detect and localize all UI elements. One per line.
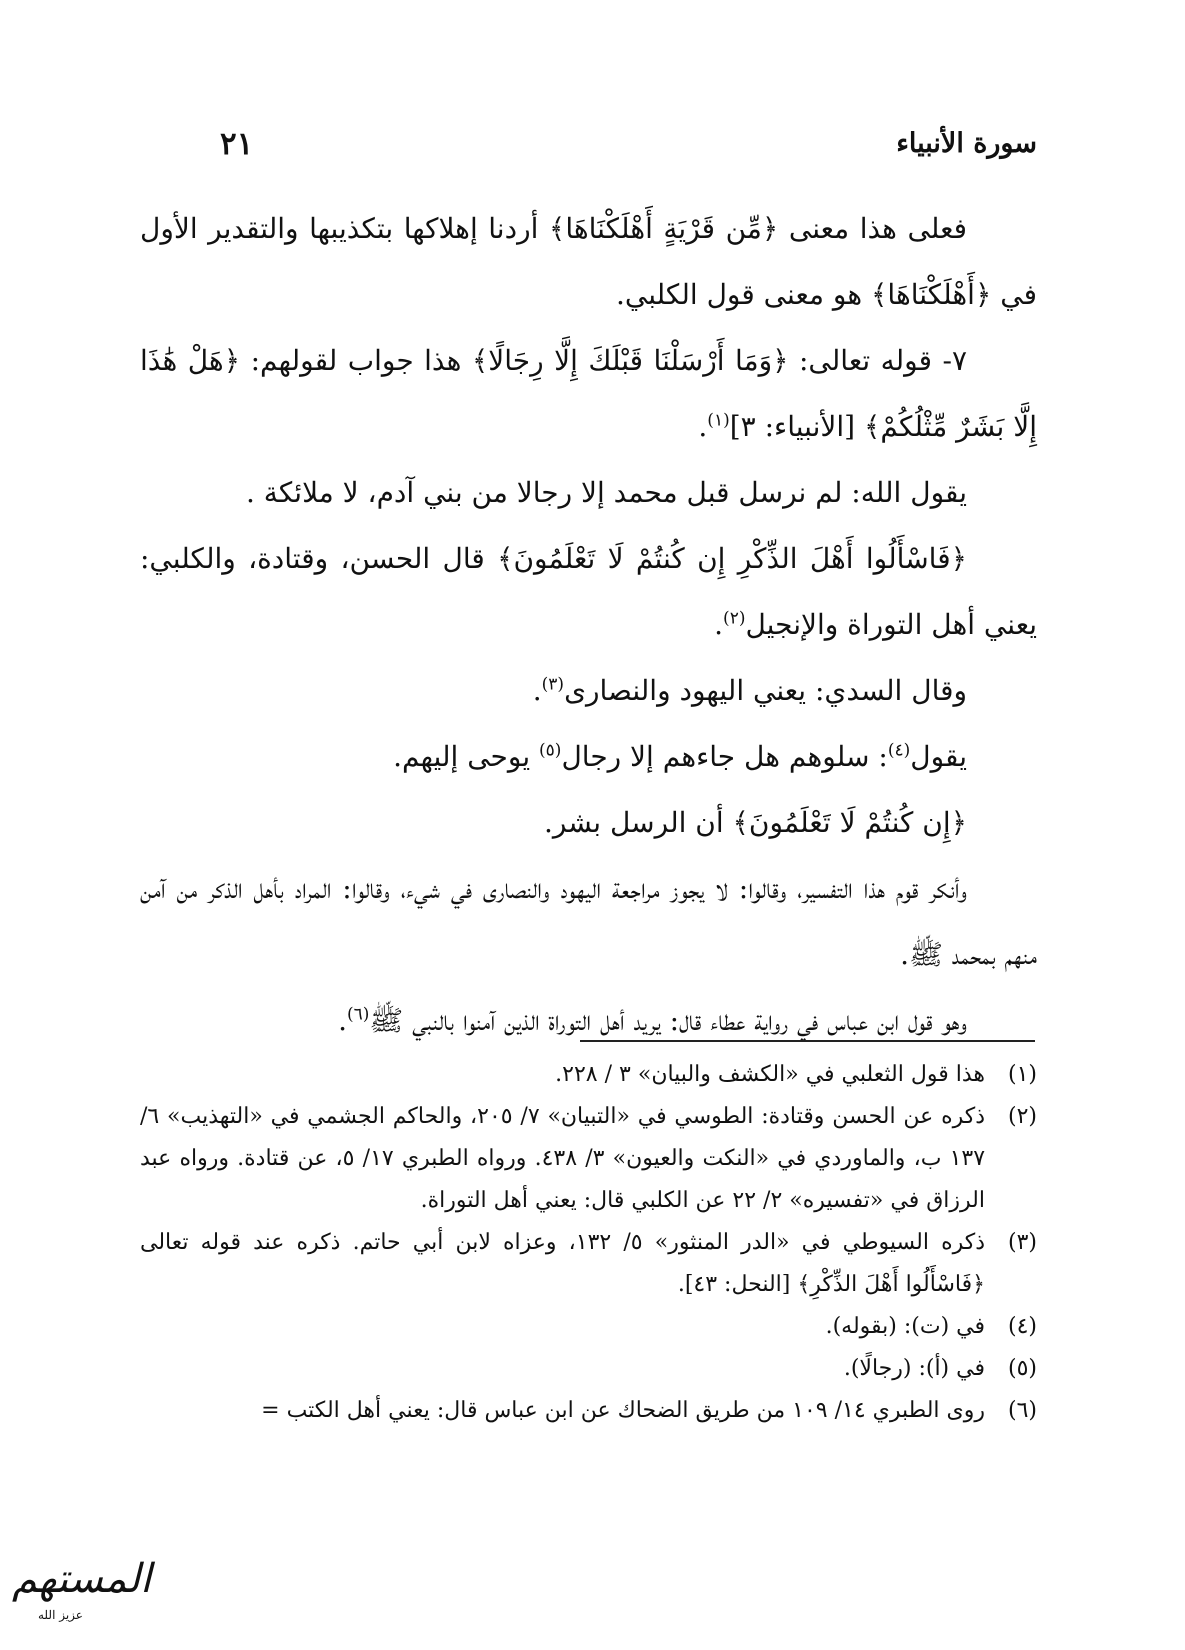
- footnote-text: ذكره السيوطي في «الدر المنثور» ٥/ ١٣٢، وعزاه لابن أبي حاتم. ذكره عند قوله تعالى ﴿فَاسْأَلُوا أَهْلَ الذِّكْرِ﴾ [النحل: ٤٣].: [140, 1230, 986, 1297]
- publisher-logo: [12, 1550, 152, 1628]
- footnote-ref-6: (٦): [346, 1004, 370, 1025]
- paragraph-3: يقول الله: لم نرسل قبل محمد إلا رجالا من بني آدم، لا ملائكة .: [246, 476, 967, 509]
- paragraph-9-text: وهو قول ابن عباس في رواية عطاء قال: يريد أهل التوراة الذين آمنوا بالنبي ﷺ: [369, 1004, 967, 1037]
- paragraph-4: ﴿فَاسْأَلُوا أَهْلَ الذِّكْرِ إِن كُنتُمْ لَا تَعْلَمُونَ﴾ قال الحسن، وقتادة، والكلبي: يعني أهل التوراة والإنجيل$^{(٢)}$.: [140, 542, 1037, 641]
- footnote-number: (٢): [1007, 1104, 1037, 1129]
- footnote-6: [140, 1390, 1037, 1432]
- footnote-3: [140, 1222, 1037, 1306]
- page-header: [140, 128, 1037, 178]
- logo-subtext: عزيز الله: [38, 1608, 83, 1622]
- surah-title: سورة الأنبياء: [896, 128, 1037, 159]
- paragraph-5: وقال السدي: يعني اليهود والنصارى$^{(٣)}$.: [532, 674, 967, 707]
- paragraph-6-c: يوحى إليهم.: [393, 740, 540, 773]
- paragraph-6-b: : سلوهم هل جاءهم إلا رجال: [561, 740, 888, 773]
- paragraph-8: وأنكر قوم هذا التفسير، وقالوا: لا يجوز مراجعة اليهود والنصارى في شيء، وقالوا: المراد بأهل الذكر من آمن منهم بمحمد ﷺ.: [140, 872, 1037, 971]
- footnote-ref-4: (٤): [887, 740, 911, 761]
- footnote-text: في (ت): (بقوله).: [825, 1314, 985, 1339]
- footnote-2: [140, 1096, 1037, 1222]
- logo-text: المستهم: [12, 1556, 152, 1602]
- footnote-number: (٣): [1007, 1230, 1037, 1255]
- footnote-number: (٥): [1007, 1356, 1037, 1381]
- paragraph-7: ﴿إِن كُنتُمْ لَا تَعْلَمُونَ﴾ أن الرسل بشر.: [543, 806, 967, 839]
- footnote-number: (٦): [1007, 1398, 1037, 1423]
- footnote-ref-1: (١): [707, 410, 730, 431]
- footnote-number: (١): [1007, 1062, 1037, 1087]
- paragraph-1: فعلى هذا معنى ﴿مِّن قَرْيَةٍ أَهْلَكْنَاهَا﴾ أردنا إهلاكها بتكذيبها والتقدير الأول في ﴿أَهْلَكْنَاهَا﴾ هو معنى قول الكلبي.: [140, 212, 1037, 311]
- paragraph-6: [140, 724, 1037, 790]
- footnote-divider: [580, 1040, 1035, 1042]
- footnote-number: (٤): [1007, 1314, 1037, 1339]
- footnote-ref-2: (٢): [723, 608, 746, 629]
- paragraph-2: ٧- قوله تعالى: ﴿وَمَا أَرْسَلْنَا قَبْلَكَ إِلَّا رِجَالًا﴾ هذا جواب لقولهم: ﴿هَلْ هَٰذَا إِلَّا بَشَرٌ مِّثْلُكُمْ﴾ [الأنبياء: ٣]$^{(١)}$.: [140, 344, 1037, 443]
- page-number: ٢١: [220, 126, 254, 162]
- footnote-text: ذكره عن الحسن وقتادة: الطوسي في «التبيان» ٧/ ٢٠٥، والحاكم الجشمي في «التهذيب» ٦/ ١٣٧ ب، والماوردي في «النكت والعيون» ٣/ ٤٣٨. ورواه الطبري ١٧/ ٥، عن قتادة. ورواه عبد الرزاق في «تفسيره» ٢/ ٢٢ عن الكلبي قال: يعني أهل التوراة.: [140, 1104, 986, 1213]
- paragraph-9: وهو قول ابن عباس في رواية عطاء قال: يريد أهل التوراة الذين آمنوا بالنبي ﷺ$^{(٦)}$.: [338, 1004, 967, 1037]
- footnote-text: روى الطبري ١٤/ ١٠٩ من طريق الضحاك عن ابن عباس قال: يعني أهل الكتب =: [261, 1398, 985, 1423]
- paragraph-5-text: وقال السدي: يعني اليهود والنصارى: [564, 674, 967, 707]
- main-text: [140, 196, 1037, 1054]
- footnote-4: [140, 1306, 1037, 1348]
- footnote-5: [140, 1348, 1037, 1390]
- paragraph-6-a: يقول: [910, 740, 967, 773]
- footnote-text: في (أ): (رجالًا).: [843, 1356, 985, 1381]
- footnote-text: هذا قول الثعلبي في «الكشف والبيان» ٣ / ٢٢٨.: [555, 1062, 985, 1087]
- footnote-ref-5: (٥): [539, 740, 562, 761]
- footnote-1: [140, 1054, 1037, 1096]
- footnote-ref-3: (٣): [541, 674, 565, 695]
- paragraph-2-text: ٧- قوله تعالى: ﴿وَمَا أَرْسَلْنَا قَبْلَكَ إِلَّا رِجَالًا﴾ هذا جواب لقولهم: ﴿هَلْ هَٰذَا إِلَّا بَشَرٌ مِّثْلُكُمْ﴾ [الأنبياء: ٣]: [140, 344, 1037, 443]
- paragraph-4-text: ﴿فَاسْأَلُوا أَهْلَ الذِّكْرِ إِن كُنتُمْ لَا تَعْلَمُونَ﴾ قال الحسن، وقتادة، والكلبي: يعني أهل التوراة والإنجيل: [140, 542, 1037, 641]
- footnotes: [140, 1054, 1037, 1432]
